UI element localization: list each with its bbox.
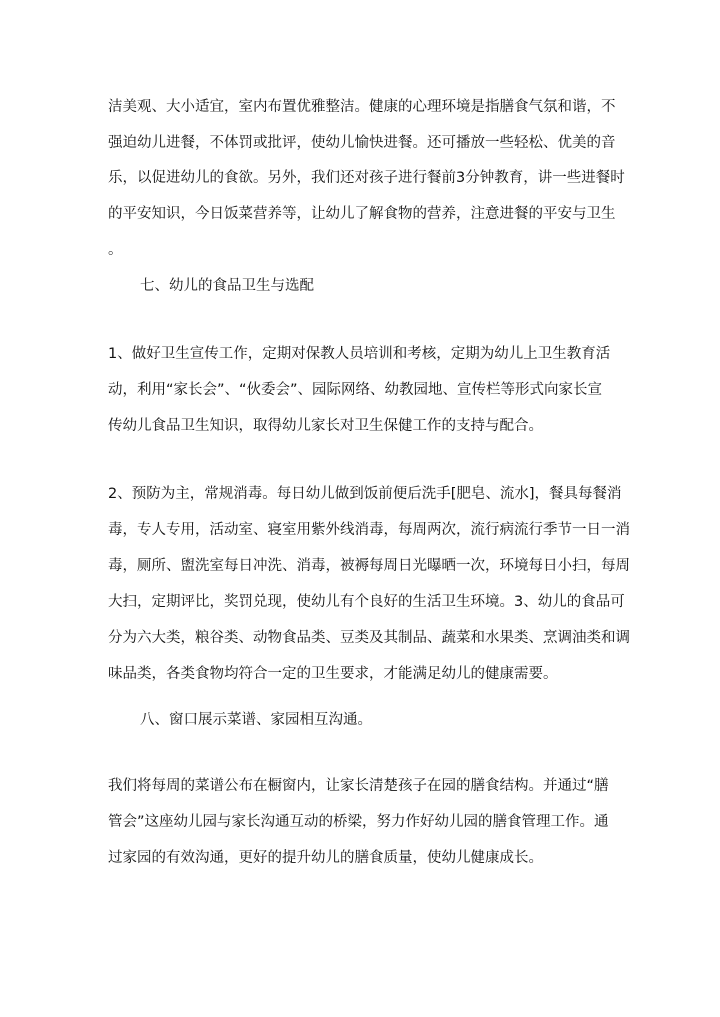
text-line: 强迫幼儿进餐，不体罚或批评，使幼儿愉快进餐。还可播放一些轻松、优美的音: [108, 135, 616, 151]
section-heading-eight: 八、窗口展示菜谱、家园相互沟通。: [140, 712, 372, 728]
text-line: 过家园的有效沟通，更好的提升幼儿的膳食质量，使幼儿健康成长。: [108, 850, 543, 866]
text-line: 动，利用“家长会”、“伙委会”、园际网络、幼教园地、宣传栏等形式向家长宣: [108, 382, 603, 398]
text-line: 的平安知识，今日饭菜营养等，让幼儿了解食物的营养，注意进餐的平安与卫生: [108, 206, 616, 222]
text-line: 1、做好卫生宣传工作，定期对保教人员培训和考核，定期为幼儿上卫生教育活: [108, 346, 611, 362]
text-line: 味品类，各类食物均符合一定的卫生要求，才能满足幼儿的健康需要。: [108, 666, 558, 682]
text-line: 大扫，定期评比，奖罚兑现，使幼儿有个良好的生活卫生环境。3、幼儿的食品可: [108, 594, 625, 610]
text-line: 分为六大类，粮谷类、动物食品类、豆类及其制品、蔬菜和水果类、烹调油类和调: [108, 630, 630, 646]
section-heading-seven: 七、幼儿的食品卫生与选配: [140, 278, 314, 294]
text-line: 2、预防为主，常规消毒。每日幼儿做到饭前便后洗手[肥皂、流水]，餐具每餐消: [108, 486, 622, 502]
text-line: 。: [108, 242, 123, 258]
text-line: 管会”这座幼儿园与家长沟通互动的桥梁，努力作好幼儿园的膳食管理工作。通: [108, 814, 609, 830]
text-line: 洁美观、大小适宜，室内布置优雅整洁。健康的心理环境是指膳食气氛和谐，不: [108, 99, 616, 115]
text-line: 毒，厕所、盥洗室每日冲洗、消毒，被褥每周日光曝晒一次，环境每日小扫，每周: [108, 558, 630, 574]
text-line: 传幼儿食品卫生知识，取得幼儿家长对卫生保健工作的支持与配合。: [108, 418, 543, 434]
text-line: 毒，专人专用，活动室、寝室用紫外线消毒，每周两次，流行病流行季节一日一消: [108, 522, 630, 538]
text-line: 乐，以促进幼儿的食欲。另外，我们还对孩子进行餐前3分钟教育，讲一些进餐时: [108, 170, 625, 186]
text-line: 我们将每周的菜谱公布在橱窗内，让家长清楚孩子在园的膳食结构。并通过“膳: [108, 778, 609, 794]
